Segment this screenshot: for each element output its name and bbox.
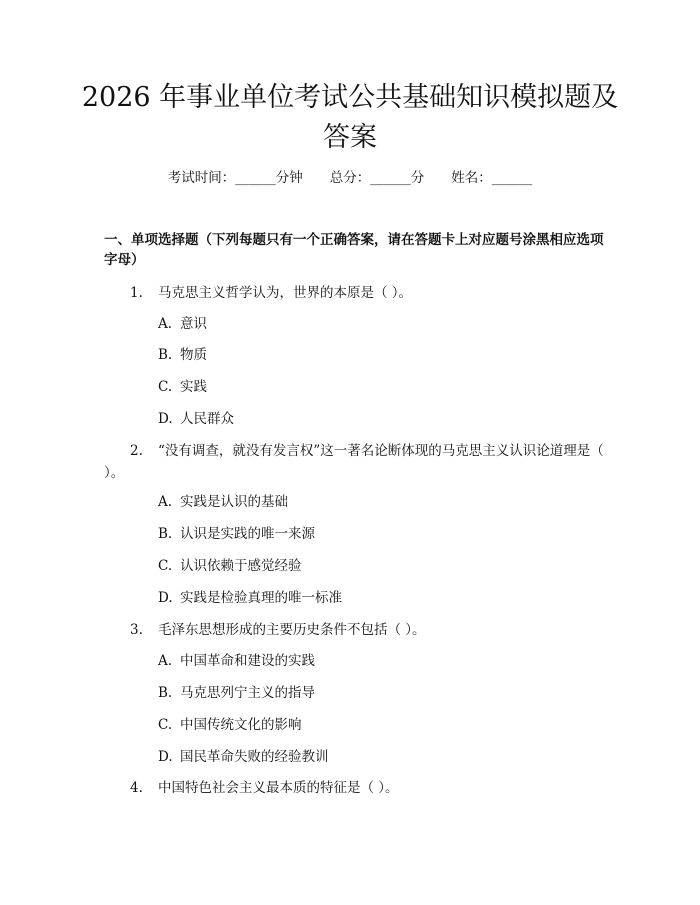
option-text: 中国传统文化的影响 (180, 717, 302, 733)
question-2 (104, 440, 604, 484)
question-number: 4. (130, 780, 143, 796)
question-1 (104, 282, 604, 304)
document-title: 2026 年事业单位考试公共基础知识模拟题及答案 (81, 82, 619, 153)
option-letter: D. (158, 590, 173, 606)
question-text: 马克思主义哲学认为，世界的本原是（ ）。 (158, 285, 413, 301)
question-4 (104, 777, 604, 799)
question-1-option-b (158, 345, 598, 365)
option-letter: C. (158, 558, 173, 574)
option-text: 实践 (180, 379, 207, 395)
question-text: “没有调查，就没有发言权”这一著名论断体现的马克思主义认识论道理是（ ）。 (104, 443, 604, 481)
option-letter: B. (158, 685, 173, 701)
question-2-option-d (158, 588, 598, 608)
option-letter: C. (158, 717, 173, 733)
option-text: 实践是认识的基础 (180, 494, 288, 510)
option-letter: D. (158, 749, 173, 765)
option-letter: A. (158, 494, 173, 510)
question-2-option-c (158, 556, 598, 576)
option-text: 意识 (180, 316, 207, 332)
option-text: 国民革命失败的经验教训 (180, 749, 329, 765)
section-heading: 一、单项选择题（下列每题只有一个正确答案，请在答题卡上对应题号涂黑相应选项字母） (104, 232, 604, 268)
option-text: 人民群众 (180, 411, 234, 427)
question-3 (104, 619, 604, 641)
option-letter: C. (158, 379, 173, 395)
question-number: 3. (130, 622, 143, 638)
question-3-option-a (158, 651, 598, 671)
option-text: 认识依赖于感觉经验 (180, 558, 302, 574)
question-1-option-c (158, 377, 598, 397)
option-text: 马克思列宁主义的指导 (180, 685, 315, 701)
option-text: 物质 (180, 347, 207, 363)
option-letter: B. (158, 526, 173, 542)
question-number: 1. (130, 285, 143, 301)
question-text: 毛泽东思想形成的主要历史条件不包括（ ）。 (158, 622, 426, 638)
question-number: 2. (130, 443, 143, 459)
question-text: 中国特色社会主义最本质的特征是（ ）。 (158, 780, 399, 796)
exam-info-line: 考试时间：______分钟 总分：______分 姓名：______ (167, 170, 533, 186)
option-letter: B. (158, 347, 173, 363)
question-1-option-a (158, 314, 598, 334)
question-3-option-b (158, 683, 598, 703)
question-3-option-c (158, 715, 598, 735)
question-2-option-a (158, 492, 598, 512)
question-3-option-d (158, 747, 598, 767)
option-letter: D. (158, 411, 173, 427)
question-1-option-d (158, 409, 598, 429)
option-letter: A. (158, 316, 173, 332)
option-letter: A. (158, 653, 173, 669)
option-text: 中国革命和建设的实践 (180, 653, 315, 669)
option-text: 认识是实践的唯一来源 (180, 526, 315, 542)
question-2-option-b (158, 524, 598, 544)
option-text: 实践是检验真理的唯一标准 (180, 590, 342, 606)
